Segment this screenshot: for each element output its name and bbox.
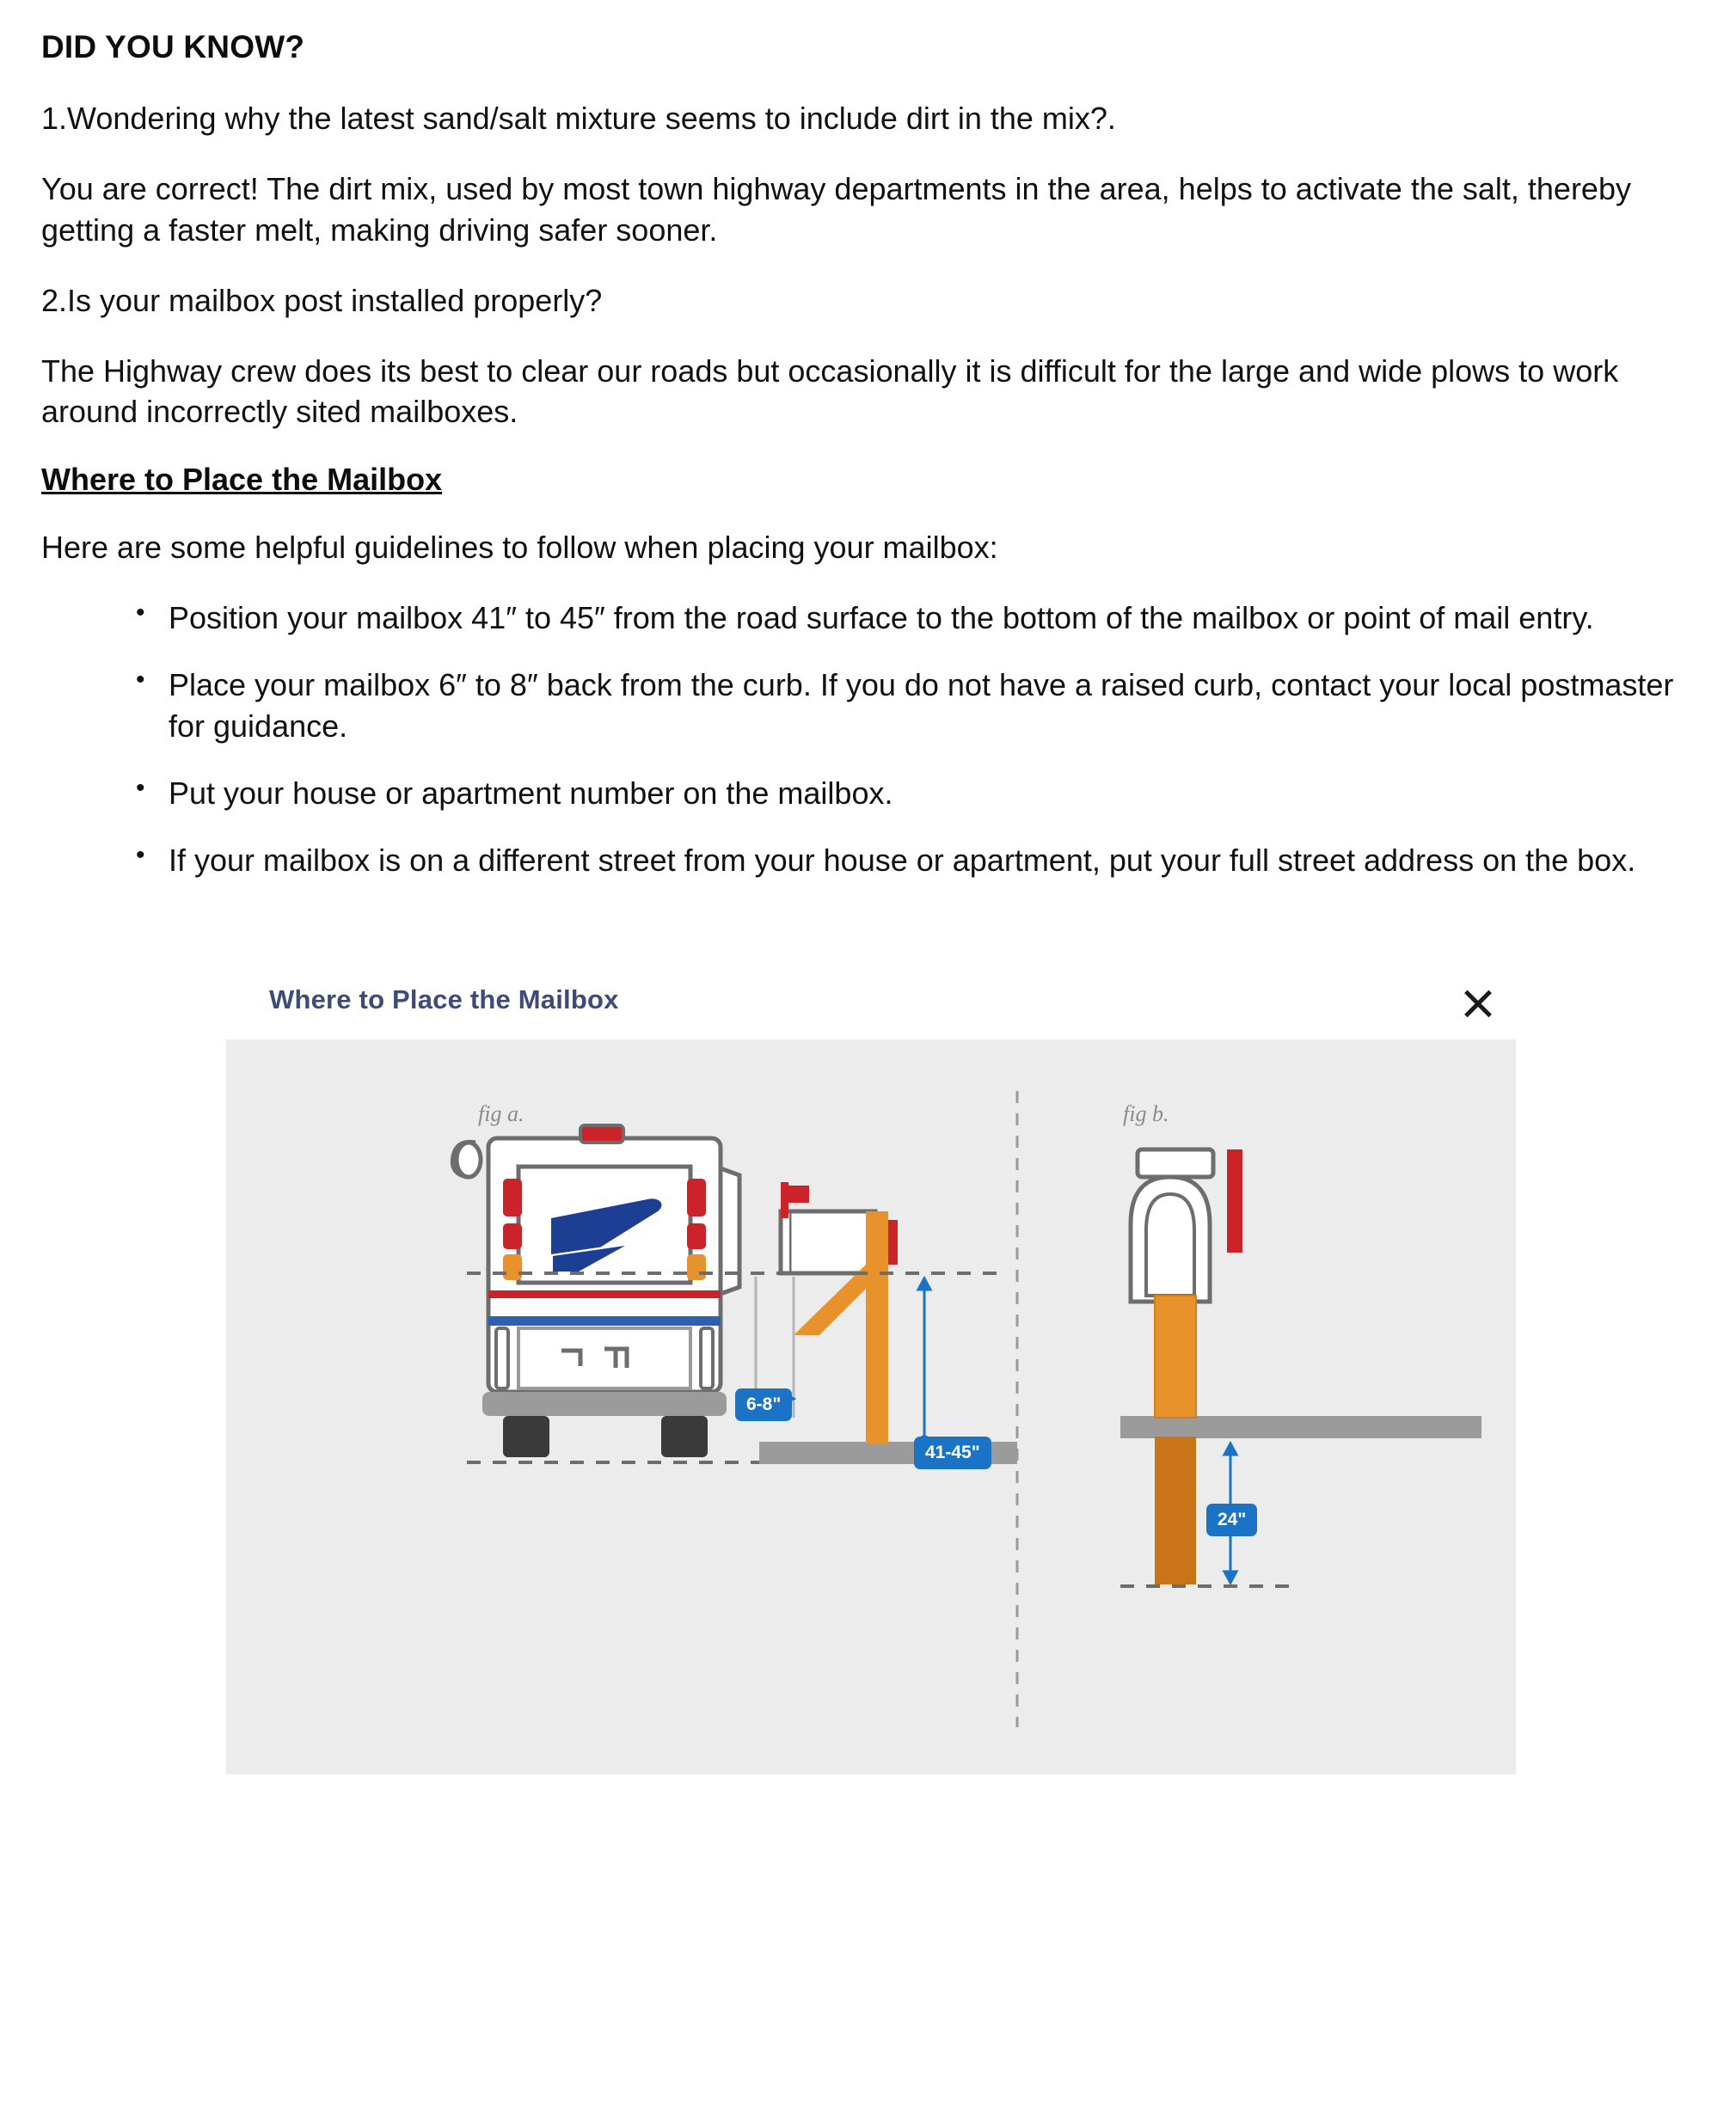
height-arrow	[918, 1278, 930, 1447]
fig-b-label: fig b.	[1123, 1100, 1169, 1126]
curb-slab-b	[1120, 1416, 1481, 1438]
truck-lower-panel	[518, 1328, 690, 1388]
list-item: • If your mailbox is on a different street from your house or apartment, put your full street address on the box.	[41, 840, 1691, 881]
fig-a-label: fig a.	[478, 1100, 524, 1126]
mailbox-top-cap	[1138, 1149, 1213, 1177]
mailbox-flag-b	[1227, 1149, 1242, 1253]
figure-container	[41, 984, 1691, 1774]
truck-side-panel	[721, 1168, 739, 1294]
truck-left-lights	[503, 1179, 522, 1280]
mailbox-post-b-buried	[1155, 1437, 1196, 1584]
mailbox-flag-post	[781, 1182, 788, 1218]
truck-right-vent	[701, 1328, 713, 1388]
truck-right-lights	[687, 1179, 706, 1280]
guidelines-list	[41, 598, 1691, 880]
page-title: DID YOU KNOW?	[41, 29, 305, 64]
truck-bumper	[482, 1392, 727, 1416]
list-item: • Place your mailbox 6″ to 8″ back from the curb. If you do not have a raised curb, contact your local postmaster for guidance.	[41, 665, 1691, 747]
paragraph-3: 2.Is your mailbox post installed properly?	[41, 282, 603, 318]
mailbox-flag	[787, 1186, 809, 1203]
mailbox-post-b-upper	[1155, 1296, 1196, 1418]
height-dimension-badge: 41-45"	[914, 1437, 991, 1469]
figure-header	[226, 984, 1516, 1039]
paragraph-4: The Highway crew does its best to clear our roads but occasionally it is difficult for the large and wide plows to work around incorrectly sited mailboxes.	[41, 352, 1619, 430]
setback-dimension-badge: 6-8"	[735, 1388, 792, 1421]
depth-dimension-badge: 24"	[1206, 1504, 1257, 1536]
truck-wheel-left	[503, 1416, 549, 1457]
truck-left-vent	[496, 1328, 508, 1388]
guidelines-intro: Here are some helpful guidelines to follow when placing your mailbox:	[41, 530, 998, 566]
mailbox-diagram-svg	[226, 1039, 1516, 1774]
mailbox-placement-figure	[226, 984, 1516, 1774]
truck-red-stripe	[488, 1290, 721, 1298]
truck-wheel-right	[661, 1416, 708, 1457]
close-icon[interactable]	[1459, 984, 1497, 1022]
mailbox-front-view	[1131, 1149, 1213, 1302]
truck-roof-light	[580, 1125, 623, 1143]
truck-mirror	[457, 1143, 481, 1177]
paragraph-1: 1.Wondering why the latest sand/salt mixture seems to include dirt in the mix?.	[41, 101, 1116, 136]
figure-title: Where to Place the Mailbox	[269, 984, 619, 1014]
list-item: • Position your mailbox 41″ to 45″ from the road surface to the bottom of the mailbox or point of mail entry.	[41, 598, 1691, 639]
list-item: • Put your house or apartment number on the mailbox.	[41, 773, 1691, 814]
truck-blue-stripe	[488, 1316, 721, 1326]
figure-illustration	[226, 1039, 1516, 1774]
section-heading: Where to Place the Mailbox	[41, 462, 443, 498]
mailbox-post-a	[866, 1211, 888, 1443]
paragraph-2: You are correct! The dirt mix, used by most town highway departments in the area, helps to activate the salt, thereby getting a faster melt, making driving safer sooner.	[41, 170, 1631, 248]
